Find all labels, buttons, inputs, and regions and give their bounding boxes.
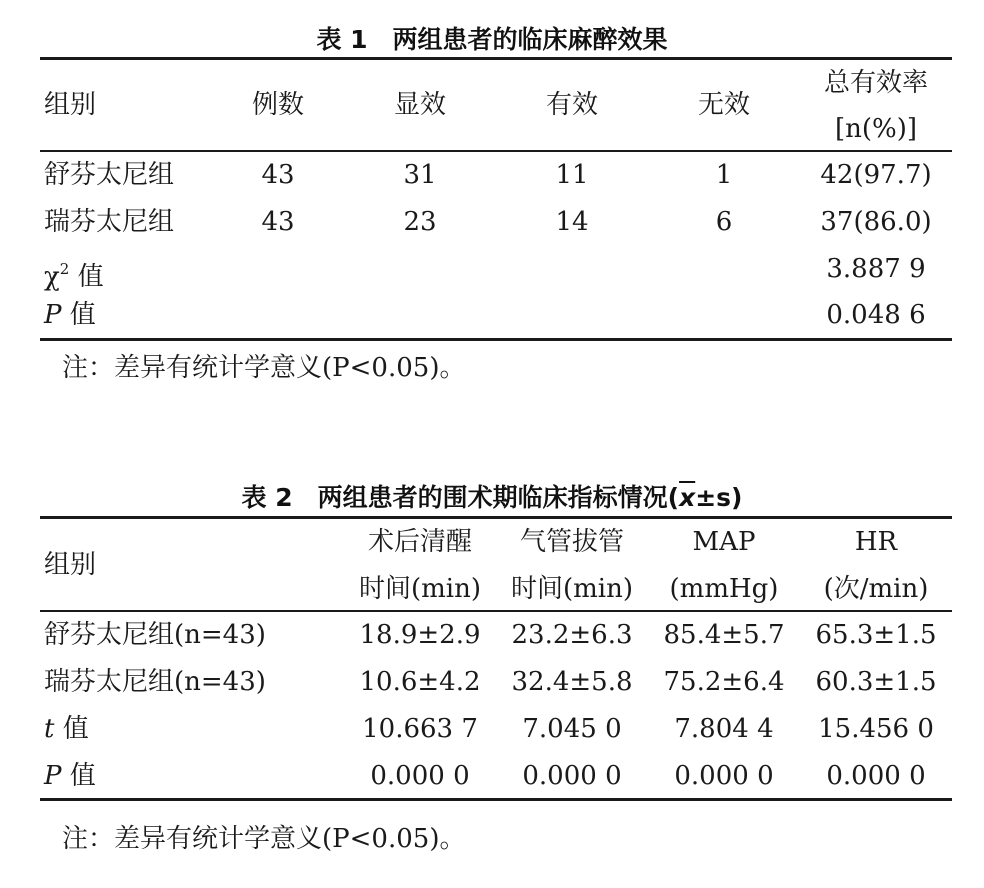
table2-row2-map: 75.2±6.4 [663,667,785,697]
chi-label-tail: 值 [69,262,104,292]
table2-header-awake: 术后清醒 [367,527,473,557]
table2-t-awake: 10.663 7 [362,714,478,744]
table1-p-value: 0.048 6 [826,300,926,330]
table1-header-rule [40,150,952,152]
table2-row1-hr: 65.3±1.5 [815,620,937,650]
table1-header-effective: 有效 [545,90,599,120]
table1-top-rule [40,57,952,60]
table1-header-ineffective: 无效 [697,90,751,120]
table1-row2-ineffective: 6 [715,207,733,237]
table2-t-label [44,714,89,744]
table2-header-map: MAP [692,527,756,557]
table2-title-xbar: $\overline{x}$ [679,483,696,512]
p-letter-2: P [44,761,62,791]
table2-row2-extubation: 32.4±5.8 [511,667,633,697]
table2-p-map: 0.000 0 [674,761,774,791]
table2-row1-group: 舒芬太尼组(n=43) [44,620,266,650]
table1-row2-group: 瑞芬太尼组 [44,207,175,237]
table1-row1-effective: 11 [555,160,589,190]
table2-header-group: 组别 [44,550,97,580]
table2-header-extubation-unit: 时间(min) [510,574,634,604]
table1-row2-marked: 23 [403,207,437,237]
table2-title-main: 表 2 两组患者的围术期临床指标情况( [241,483,680,512]
table2-p-extubation: 0.000 0 [522,761,622,791]
chi-symbol: χ [44,262,60,292]
table1-row2-effective: 14 [555,207,589,237]
table1-row2-total: 37(86.0) [820,207,932,237]
p-label-tail: 值 [61,300,96,330]
table2-header-awake-unit: 时间(min) [358,574,482,604]
table1-header-group: 组别 [44,90,97,120]
table2-title [0,478,984,514]
table2-header-rule [40,610,952,612]
table1-row1-group: 舒芬太尼组 [44,160,175,190]
table1-header-marked: 显效 [393,90,447,120]
table1-row1-total: 42(97.7) [820,160,932,190]
table2-title-tail: ±s) [695,483,743,512]
table2-row1-map: 85.4±5.7 [663,620,785,650]
table2-p-label [44,761,96,791]
table2-header-extubation: 气管拔管 [519,527,625,557]
t-label-tail: 值 [54,714,89,744]
table1-row1-ineffective: 1 [715,160,733,190]
table2-row1-awake: 18.9±2.9 [359,620,481,650]
table2-row1-extubation: 23.2±6.3 [511,620,633,650]
table2-t-hr: 15.456 0 [818,714,934,744]
p-label-tail-2: 值 [61,761,96,791]
table2-t-extubation: 7.045 0 [522,714,622,744]
table1-bottom-rule [40,338,952,341]
table2-note: 注：差异有统计学意义(P<0.05)。 [62,824,466,854]
table1-chi-label [44,254,104,292]
p-letter: P [44,300,62,330]
table2-t-map: 7.804 4 [674,714,774,744]
table1-header-total-rate-unit: [n(%)] [834,114,918,144]
table1-row2-count: 43 [261,207,295,237]
table1-header-count: 例数 [251,90,305,120]
chi-superscript: 2 [59,260,70,278]
table2-header-hr: HR [854,527,898,557]
table1-row1-marked: 31 [403,160,437,190]
table2-bottom-rule [40,798,952,801]
table1-header-total-rate: 总有效率 [823,68,929,98]
table1-chi-value: 3.887 9 [826,254,926,284]
table1-note: 注：差异有统计学意义(P<0.05)。 [62,353,466,383]
table1-row1-count: 43 [261,160,295,190]
table2-header-hr-unit: (次/min) [823,574,929,604]
table2-p-hr: 0.000 0 [826,761,926,791]
table2-row2-group: 瑞芬太尼组(n=43) [44,667,266,697]
table2-header-map-unit: (mmHg) [669,574,779,604]
table2-row2-awake: 10.6±4.2 [359,667,481,697]
table2-row2-hr: 60.3±1.5 [815,667,937,697]
t-letter: t [44,714,55,744]
table2-p-awake: 0.000 0 [370,761,470,791]
table1-p-label [44,300,96,330]
table2-top-rule [40,516,952,519]
table1-title: 表 1 两组患者的临床麻醉效果 [316,25,668,54]
